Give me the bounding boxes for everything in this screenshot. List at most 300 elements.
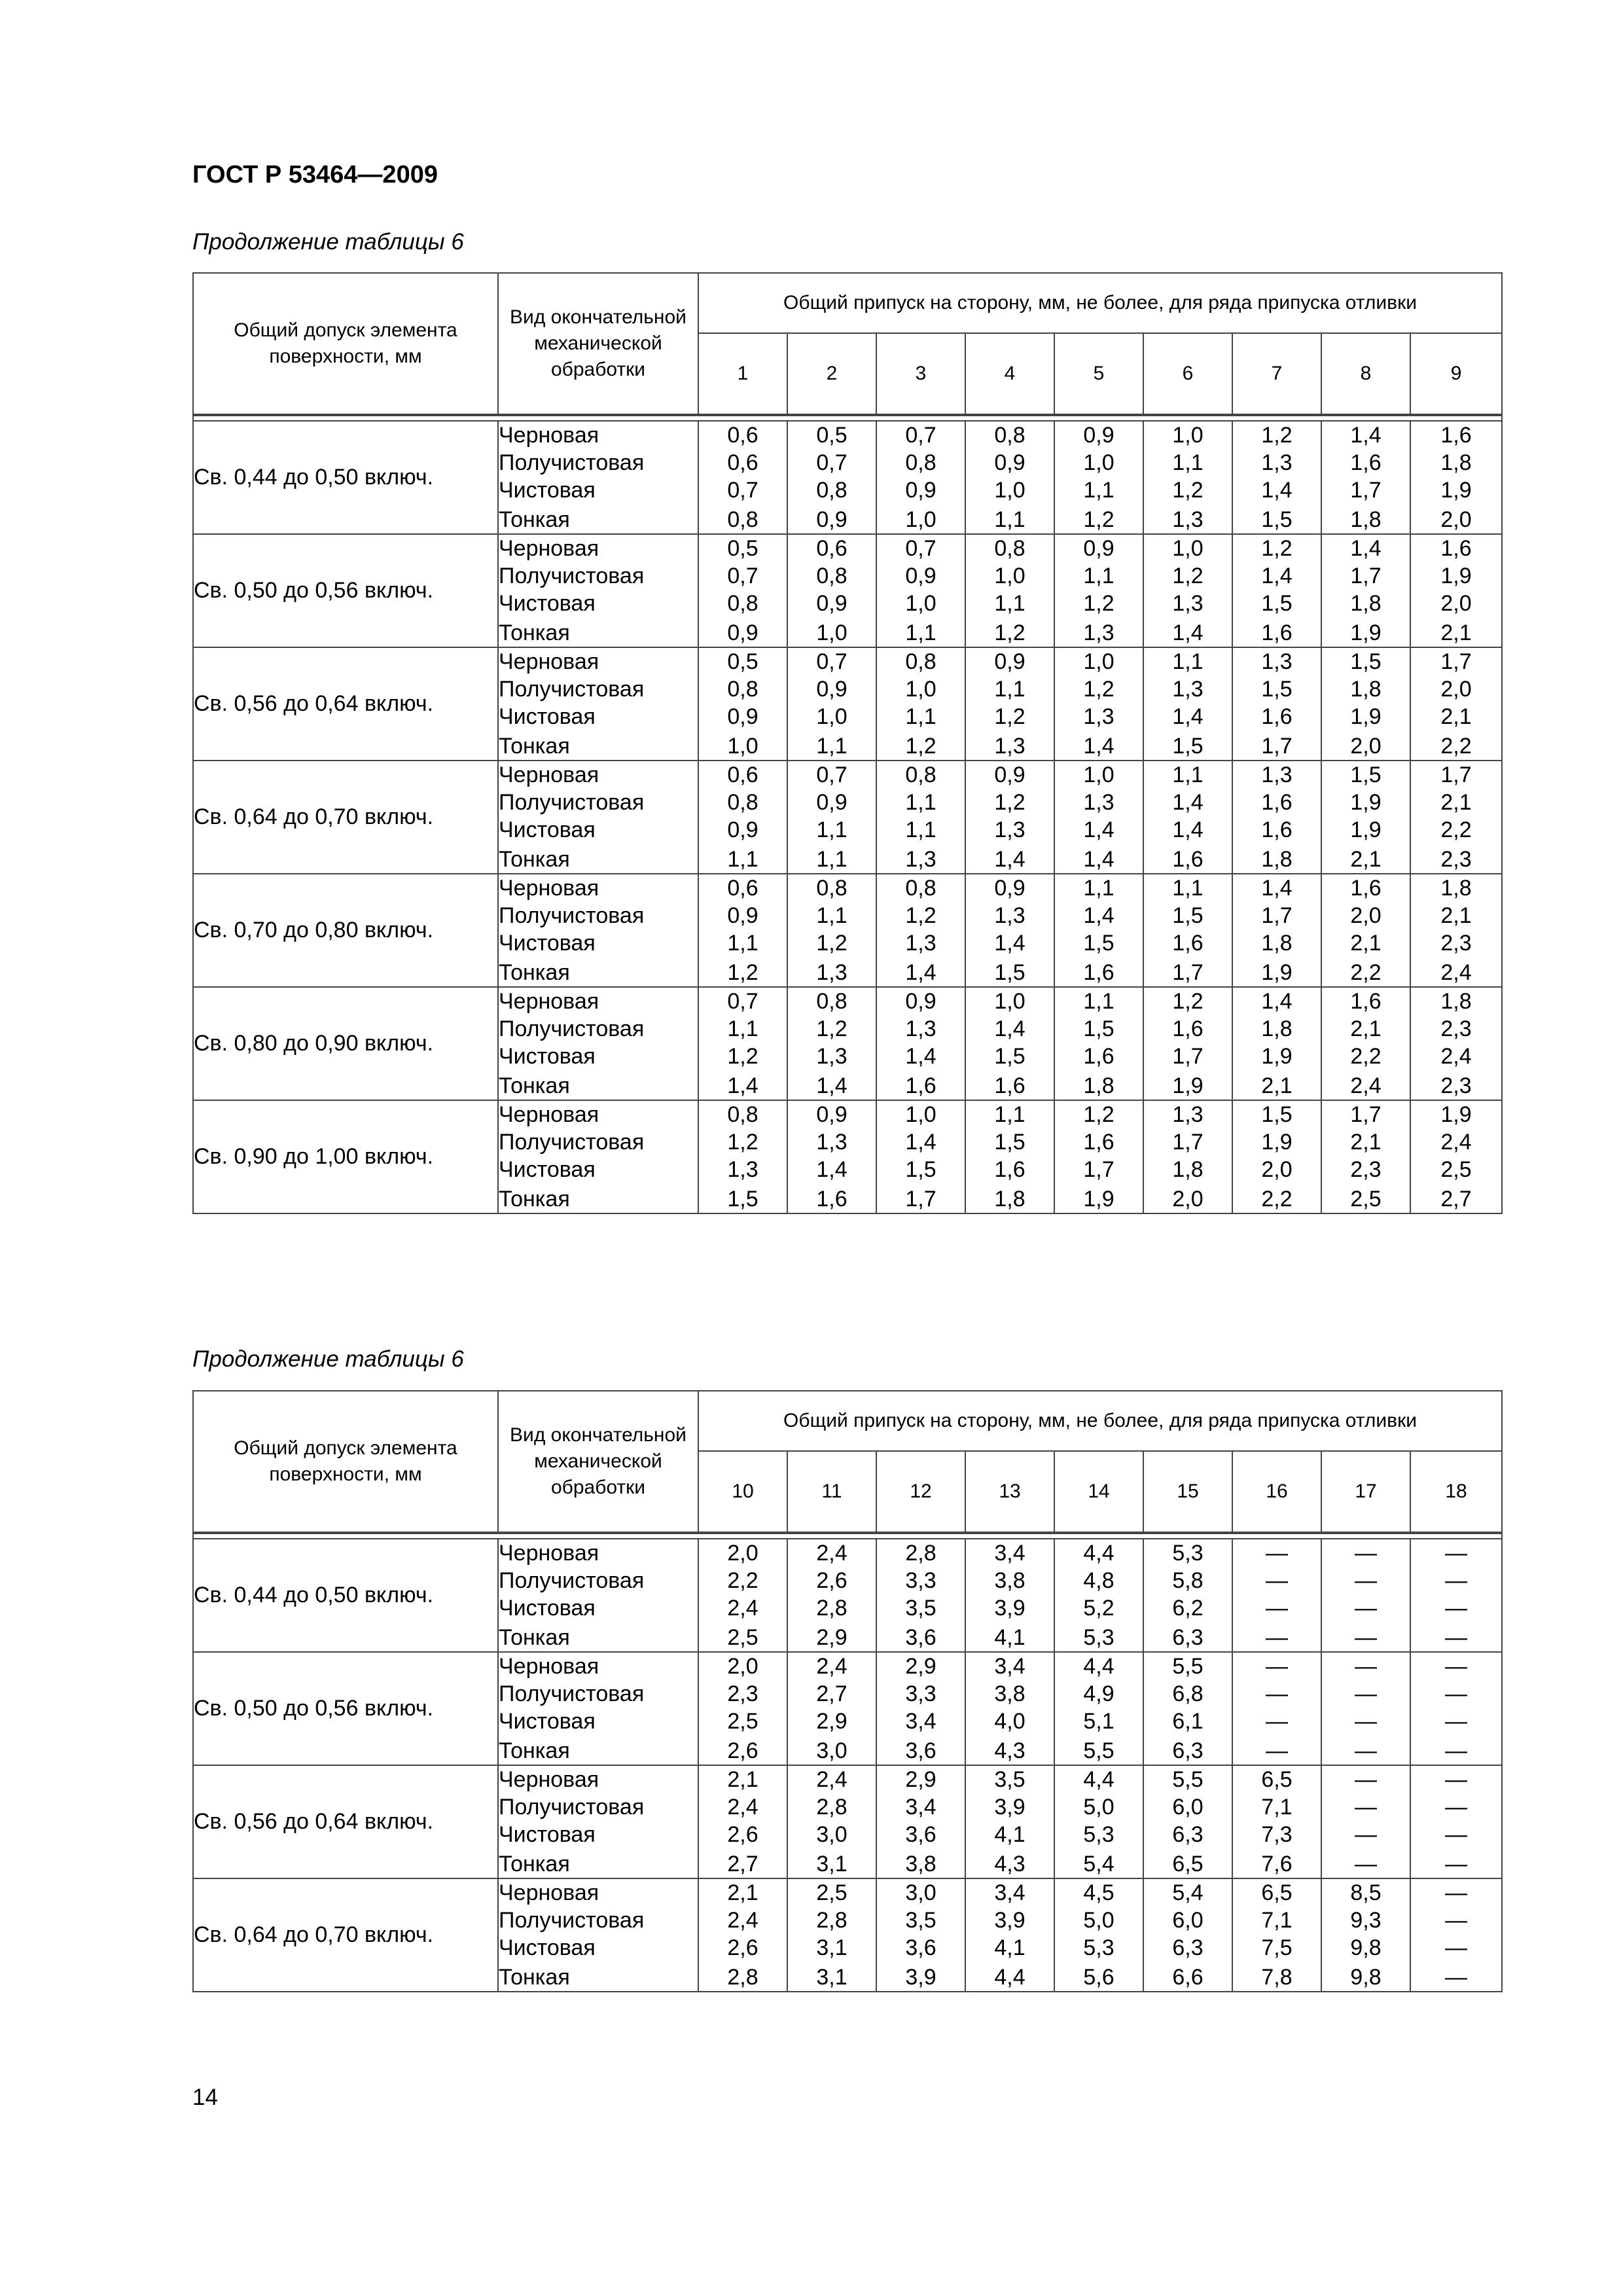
allowance-value: 1,3 [994, 734, 1026, 759]
allowance-cell [1321, 1765, 1410, 1878]
allowance-value: 0,8 [905, 450, 936, 475]
allowance-value: 1,6 [1083, 1044, 1115, 1069]
allowance-value: 1,3 [905, 931, 936, 956]
allowance-value: 1,3 [816, 960, 847, 985]
allowance-cell [1054, 1765, 1143, 1878]
allowance-value: — [1266, 1738, 1288, 1763]
allowance-value: 0,5 [816, 423, 847, 448]
allowance-value: 6,5 [1261, 1767, 1293, 1792]
machining-kind: Тонкая [499, 620, 570, 645]
allowance-value: — [1266, 1681, 1288, 1706]
allowance-cell [965, 1100, 1054, 1213]
allowance-value: 6,2 [1172, 1596, 1204, 1621]
allowance-value: — [1355, 1541, 1377, 1566]
allowance-value: 1,7 [1261, 734, 1293, 759]
allowance-value: 1,4 [1350, 423, 1382, 448]
allowance-value: 2,1 [1440, 790, 1472, 815]
machining-kind: Черновая [499, 536, 599, 561]
machining-kind: Получистовая [499, 677, 645, 702]
allowance-cell [787, 874, 876, 987]
allowance-value: 2,1 [1350, 1130, 1382, 1155]
allowance-value: 1,1 [905, 704, 936, 729]
allowance-value: 1,5 [727, 1187, 758, 1211]
allowance-cell [1143, 647, 1232, 761]
allowance-cell [876, 987, 965, 1100]
allowance-value: — [1445, 1596, 1468, 1621]
allowance-value: 1,1 [994, 507, 1026, 532]
allowance-value: 7,3 [1261, 1822, 1293, 1847]
allowance-value: 1,0 [905, 591, 936, 616]
allowance-value: 7,1 [1261, 1795, 1293, 1820]
column-header-series: 1 [698, 333, 787, 415]
allowance-value: 1,3 [1261, 649, 1293, 674]
allowance-value: 3,9 [994, 1908, 1026, 1933]
allowance-value: 0,8 [905, 649, 936, 674]
allowance-cell [698, 1765, 787, 1878]
allowance-value: 1,5 [1261, 677, 1293, 702]
allowance-cell [1143, 1539, 1232, 1652]
allowance-value: — [1266, 1625, 1288, 1650]
machining-kind: Тонкая [499, 1965, 570, 1990]
allowance-cell [1232, 1100, 1321, 1213]
allowance-table-2 [192, 1390, 1503, 1992]
allowance-cell [1232, 874, 1321, 987]
allowance-cell [698, 1652, 787, 1765]
tolerance-range: Св. 0,56 до 0,64 включ. [193, 1765, 498, 1878]
allowance-value: 2,1 [1350, 847, 1382, 872]
allowance-value: 1,3 [1172, 507, 1204, 532]
allowance-value: 1,1 [1083, 876, 1115, 901]
allowance-value: 6,5 [1261, 1880, 1293, 1905]
allowance-value: 1,8 [1261, 931, 1293, 956]
table-row [193, 1100, 1502, 1213]
tolerance-range: Св. 0,44 до 0,50 включ. [193, 1539, 498, 1652]
allowance-value: 1,2 [1172, 564, 1204, 588]
allowance-cell [965, 1765, 1054, 1878]
allowance-cell [1054, 1100, 1143, 1213]
machining-kind: Получистовая [499, 1795, 645, 1820]
table-row [193, 1652, 1502, 1765]
allowance-value: 1,4 [994, 847, 1026, 872]
allowance-cell [698, 421, 787, 534]
allowance-value: 1,3 [1172, 591, 1204, 616]
allowance-cell [876, 647, 965, 761]
allowance-value: 1,2 [1172, 478, 1204, 503]
machining-kind: Черновая [499, 1880, 599, 1905]
allowance-value: 6,3 [1172, 1738, 1204, 1763]
allowance-value: 0,9 [816, 677, 847, 702]
allowance-value: 1,7 [1172, 1130, 1204, 1155]
allowance-value: 2,4 [1440, 1044, 1472, 1069]
allowance-value: — [1355, 1767, 1377, 1792]
allowance-cell [1143, 1100, 1232, 1213]
allowance-value: 3,1 [816, 1965, 847, 1990]
allowance-value: 1,7 [1172, 960, 1204, 985]
allowance-cell [1321, 761, 1410, 874]
allowance-value: 0,8 [905, 762, 936, 787]
allowance-value: 0,9 [1083, 536, 1115, 561]
allowance-cell [1232, 421, 1321, 534]
allowance-cell [1054, 1878, 1143, 1992]
allowance-value: 1,4 [1261, 876, 1293, 901]
allowance-value: 2,4 [727, 1795, 758, 1820]
allowance-value: 1,1 [994, 591, 1026, 616]
allowance-value: 2,1 [727, 1767, 758, 1792]
allowance-cell [1054, 1539, 1143, 1652]
allowance-cell [876, 421, 965, 534]
allowance-value: 1,2 [905, 903, 936, 928]
allowance-value: 9,8 [1350, 1935, 1382, 1960]
machining-kind: Черновая [499, 1102, 599, 1127]
allowance-value: 2,3 [1440, 931, 1472, 956]
allowance-value: 1,3 [816, 1044, 847, 1069]
allowance-value: — [1445, 1908, 1468, 1933]
allowance-value: 1,5 [1261, 507, 1293, 532]
machining-kinds [498, 1878, 698, 1992]
allowance-value: 0,5 [727, 649, 758, 674]
allowance-value: — [1266, 1654, 1288, 1679]
allowance-value: 1,9 [1261, 1044, 1293, 1069]
allowance-value: 1,3 [994, 817, 1026, 842]
allowance-cell [1143, 874, 1232, 987]
allowance-value: 6,0 [1172, 1795, 1204, 1820]
allowance-value: 1,8 [1440, 450, 1472, 475]
allowance-value: 2,5 [1350, 1187, 1382, 1211]
machining-kinds [498, 1539, 698, 1652]
allowance-value: 1,1 [816, 903, 847, 928]
allowance-value: 2,2 [1350, 1044, 1382, 1069]
allowance-value: 3,3 [905, 1681, 936, 1706]
allowance-value: 0,8 [816, 564, 847, 588]
header-row [193, 1391, 1502, 1451]
allowance-value: — [1445, 1880, 1468, 1905]
allowance-value: 1,9 [1261, 960, 1293, 985]
allowance-value: 1,6 [1440, 536, 1472, 561]
allowance-cell [1054, 761, 1143, 874]
allowance-value: 4,4 [1083, 1767, 1115, 1792]
allowance-value: 6,1 [1172, 1709, 1204, 1734]
allowance-value: 1,9 [1440, 1102, 1472, 1127]
allowance-value: 1,5 [1350, 762, 1382, 787]
allowance-cell [1410, 421, 1502, 534]
allowance-value: 1,2 [1261, 536, 1293, 561]
allowance-value: 1,1 [1083, 478, 1115, 503]
allowance-value: 1,6 [1083, 1130, 1115, 1155]
allowance-value: 2,2 [1350, 960, 1382, 985]
allowance-value: 0,9 [816, 591, 847, 616]
allowance-value: 1,8 [1083, 1073, 1115, 1098]
allowance-value: 2,3 [1440, 1073, 1472, 1098]
allowance-value: 1,5 [905, 1157, 936, 1182]
allowance-value: 2,0 [1440, 591, 1472, 616]
allowance-value: 2,1 [1350, 931, 1382, 956]
allowance-value: 1,8 [994, 1187, 1026, 1211]
allowance-value: 1,5 [1261, 591, 1293, 616]
allowance-value: 0,9 [994, 762, 1026, 787]
allowance-cell [876, 1878, 965, 1992]
machining-kind: Получистовая [499, 1681, 645, 1706]
allowance-value: 5,4 [1083, 1852, 1115, 1876]
allowance-value: 1,3 [1083, 790, 1115, 815]
allowance-value: 5,0 [1083, 1795, 1115, 1820]
machining-kind: Тонкая [499, 1625, 570, 1650]
allowance-value: 2,5 [727, 1625, 758, 1650]
allowance-value: 3,0 [816, 1822, 847, 1847]
allowance-value: 1,9 [1083, 1187, 1115, 1211]
allowance-cell [1232, 534, 1321, 647]
allowance-value: 1,8 [1350, 507, 1382, 532]
allowance-value: 1,2 [1172, 989, 1204, 1014]
allowance-value: 0,5 [727, 536, 758, 561]
allowance-value: 3,4 [905, 1795, 936, 1820]
allowance-value: 2,1 [1350, 1016, 1382, 1041]
allowance-value: 1,1 [816, 734, 847, 759]
allowance-cell [1321, 534, 1410, 647]
allowance-value: 3,4 [994, 1654, 1026, 1679]
allowance-value: 1,2 [1083, 591, 1115, 616]
allowance-value: 1,6 [1261, 790, 1293, 815]
allowance-cell [787, 761, 876, 874]
allowance-cell [1321, 647, 1410, 761]
machining-kind: Тонкая [499, 1187, 570, 1211]
allowance-value: 1,6 [1350, 876, 1382, 901]
allowance-cell [876, 874, 965, 987]
allowance-cell [965, 1878, 1054, 1992]
allowance-value: 4,5 [1083, 1880, 1115, 1905]
table-row [193, 761, 1502, 874]
allowance-value: 6,8 [1172, 1681, 1204, 1706]
allowance-value: 2,0 [727, 1654, 758, 1679]
tolerance-range: Св. 0,70 до 0,80 включ. [193, 874, 498, 987]
allowance-value: 5,3 [1083, 1822, 1115, 1847]
allowance-value: 2,1 [1440, 903, 1472, 928]
allowance-value: 1,8 [1350, 591, 1382, 616]
allowance-cell [1410, 647, 1502, 761]
allowance-value: 3,5 [905, 1908, 936, 1933]
allowance-value: 4,1 [994, 1822, 1026, 1847]
allowance-value: 1,7 [905, 1187, 936, 1211]
machining-kind: Черновая [499, 1541, 599, 1566]
allowance-value: — [1445, 1654, 1468, 1679]
column-header-series: 13 [965, 1451, 1054, 1533]
allowance-value: — [1445, 1965, 1468, 1990]
allowance-value: 2,0 [1350, 903, 1382, 928]
allowance-value: 1,5 [994, 960, 1026, 985]
allowance-value: 1,6 [994, 1157, 1026, 1182]
allowance-value: 1,6 [1261, 704, 1293, 729]
allowance-value: 1,3 [727, 1157, 758, 1182]
allowance-cell [1321, 421, 1410, 534]
allowance-value: 3,0 [816, 1738, 847, 1763]
allowance-value: 4,1 [994, 1625, 1026, 1650]
allowance-value: 5,6 [1083, 1965, 1115, 1990]
allowance-value: 1,6 [1172, 931, 1204, 956]
allowance-value: 1,3 [1083, 620, 1115, 645]
header-separator [193, 1533, 1502, 1539]
allowance-value: 1,5 [994, 1044, 1026, 1069]
header-row [193, 273, 1502, 333]
allowance-value: 0,9 [994, 649, 1026, 674]
allowance-value: 1,4 [1261, 478, 1293, 503]
allowance-value: 0,9 [816, 790, 847, 815]
allowance-value: 2,4 [1440, 1130, 1472, 1155]
allowance-value: 2,6 [727, 1935, 758, 1960]
allowance-value: 1,1 [727, 847, 758, 872]
allowance-value: 1,1 [1172, 649, 1204, 674]
allowance-value: 5,8 [1172, 1568, 1204, 1593]
allowance-value: 2,3 [1440, 1016, 1472, 1041]
allowance-value: 1,4 [994, 1016, 1026, 1041]
column-header-series: 2 [787, 333, 876, 415]
allowance-value: — [1355, 1568, 1377, 1593]
machining-kind: Черновая [499, 423, 599, 448]
allowance-value: 1,7 [1350, 478, 1382, 503]
allowance-value: 1,3 [994, 903, 1026, 928]
allowance-cell [787, 1539, 876, 1652]
machining-kind: Получистовая [499, 1016, 645, 1041]
allowance-cell [698, 647, 787, 761]
allowance-value: 1,2 [727, 960, 758, 985]
allowance-value: 1,0 [905, 677, 936, 702]
allowance-cell [1410, 1539, 1502, 1652]
allowance-value: 1,4 [1172, 620, 1204, 645]
allowance-value: 2,0 [1261, 1157, 1293, 1182]
machining-kinds [498, 987, 698, 1100]
allowance-value: 1,4 [816, 1073, 847, 1098]
allowance-value: 1,2 [1083, 677, 1115, 702]
allowance-value: 1,9 [1350, 817, 1382, 842]
machining-kind: Чистовая [499, 1709, 596, 1734]
allowance-value: 2,9 [905, 1654, 936, 1679]
column-header-series: 10 [698, 1451, 787, 1533]
machining-kind: Чистовая [499, 931, 596, 956]
allowance-value: 5,2 [1083, 1596, 1115, 1621]
allowance-value: 0,7 [727, 989, 758, 1014]
header-separator [193, 415, 1502, 421]
allowance-value: 2,2 [1261, 1187, 1293, 1211]
allowance-value: 0,8 [816, 989, 847, 1014]
column-header-series: 6 [1143, 333, 1232, 415]
allowance-value: 0,8 [994, 536, 1026, 561]
allowance-value: 0,8 [816, 478, 847, 503]
allowance-cell [1054, 1652, 1143, 1765]
allowance-cell [1232, 987, 1321, 1100]
allowance-value: 1,5 [1083, 931, 1115, 956]
allowance-value: 1,8 [1440, 876, 1472, 901]
tolerance-range: Св. 0,90 до 1,00 включ. [193, 1100, 498, 1213]
machining-kind: Получистовая [499, 564, 645, 588]
allowance-value: — [1355, 1596, 1377, 1621]
machining-kind: Тонкая [499, 1738, 570, 1763]
allowance-value: 0,7 [727, 478, 758, 503]
allowance-cell [1410, 1652, 1502, 1765]
allowance-value: 1,9 [1261, 1130, 1293, 1155]
allowance-value: 1,4 [905, 1130, 936, 1155]
allowance-value: 0,6 [727, 762, 758, 787]
allowance-cell [698, 1539, 787, 1652]
allowance-value: 1,4 [1261, 564, 1293, 588]
allowance-cell [1321, 987, 1410, 1100]
tolerance-range: Св. 0,50 до 0,56 включ. [193, 534, 498, 647]
allowance-value: 1,8 [1261, 1016, 1293, 1041]
allowance-value: 2,8 [727, 1965, 758, 1990]
allowance-value: 0,6 [727, 876, 758, 901]
document-code: ГОСТ Р 53464—2009 [192, 161, 438, 188]
allowance-value: 0,7 [905, 423, 936, 448]
allowance-value: 0,8 [905, 876, 936, 901]
allowance-value: 1,6 [1083, 960, 1115, 985]
page-number: 14 [192, 2085, 218, 2110]
column-header-allowance: Общий припуск на сторону, мм, не более, для ряда припуска отливки [698, 1391, 1502, 1451]
allowance-cell [787, 421, 876, 534]
allowance-value: 1,6 [1350, 989, 1382, 1014]
machining-kind: Получистовая [499, 1908, 645, 1933]
allowance-cell [965, 761, 1054, 874]
allowance-value: 5,5 [1172, 1767, 1204, 1792]
allowance-value: 2,1 [1440, 620, 1472, 645]
allowance-value: 1,7 [1440, 649, 1472, 674]
allowance-cell [698, 761, 787, 874]
allowance-value: — [1355, 1709, 1377, 1734]
allowance-value: 1,0 [1172, 536, 1204, 561]
allowance-value: 2,2 [727, 1568, 758, 1593]
machining-kind: Тонкая [499, 847, 570, 872]
allowance-value: 6,6 [1172, 1965, 1204, 1990]
machining-kind: Получистовая [499, 1568, 645, 1593]
allowance-value: 1,0 [905, 1102, 936, 1127]
allowance-value: 5,5 [1083, 1738, 1115, 1763]
allowance-value: 1,8 [1350, 677, 1382, 702]
machining-kind: Чистовая [499, 1822, 596, 1847]
allowance-cell [1410, 1100, 1502, 1213]
allowance-value: 0,9 [905, 564, 936, 588]
allowance-cell [787, 534, 876, 647]
allowance-value: 4,3 [994, 1852, 1026, 1876]
allowance-value: 1,8 [1440, 989, 1472, 1014]
allowance-value: 1,4 [1083, 734, 1115, 759]
allowance-cell [787, 1765, 876, 1878]
allowance-value: 1,9 [1350, 704, 1382, 729]
allowance-cell [787, 987, 876, 1100]
allowance-value: 0,6 [727, 423, 758, 448]
table-row [193, 534, 1502, 647]
separator-cell [193, 415, 1502, 421]
allowance-value: 6,3 [1172, 1822, 1204, 1847]
allowance-value: 1,3 [1172, 1102, 1204, 1127]
allowance-value: 3,6 [905, 1822, 936, 1847]
allowance-value: 1,9 [1350, 790, 1382, 815]
allowance-value: 3,8 [994, 1568, 1026, 1593]
allowance-cell [1054, 421, 1143, 534]
column-header-machining-kind: Вид окончательной механической обработки [498, 273, 698, 415]
machining-kinds [498, 874, 698, 987]
allowance-cell [1232, 647, 1321, 761]
allowance-cell [965, 421, 1054, 534]
tolerance-range: Св. 0,56 до 0,64 включ. [193, 647, 498, 761]
allowance-value: 0,7 [905, 536, 936, 561]
allowance-value: 1,4 [905, 1044, 936, 1069]
tolerance-range: Св. 0,64 до 0,70 включ. [193, 1878, 498, 1992]
allowance-value: 0,9 [727, 903, 758, 928]
allowance-value: 2,3 [1440, 847, 1472, 872]
allowance-value: 2,6 [727, 1822, 758, 1847]
allowance-cell [1410, 534, 1502, 647]
allowance-value: 0,9 [727, 704, 758, 729]
allowance-value: 1,4 [994, 931, 1026, 956]
allowance-value: 5,3 [1083, 1935, 1115, 1960]
allowance-value: 4,4 [1083, 1541, 1115, 1566]
allowance-value: 1,0 [1083, 762, 1115, 787]
